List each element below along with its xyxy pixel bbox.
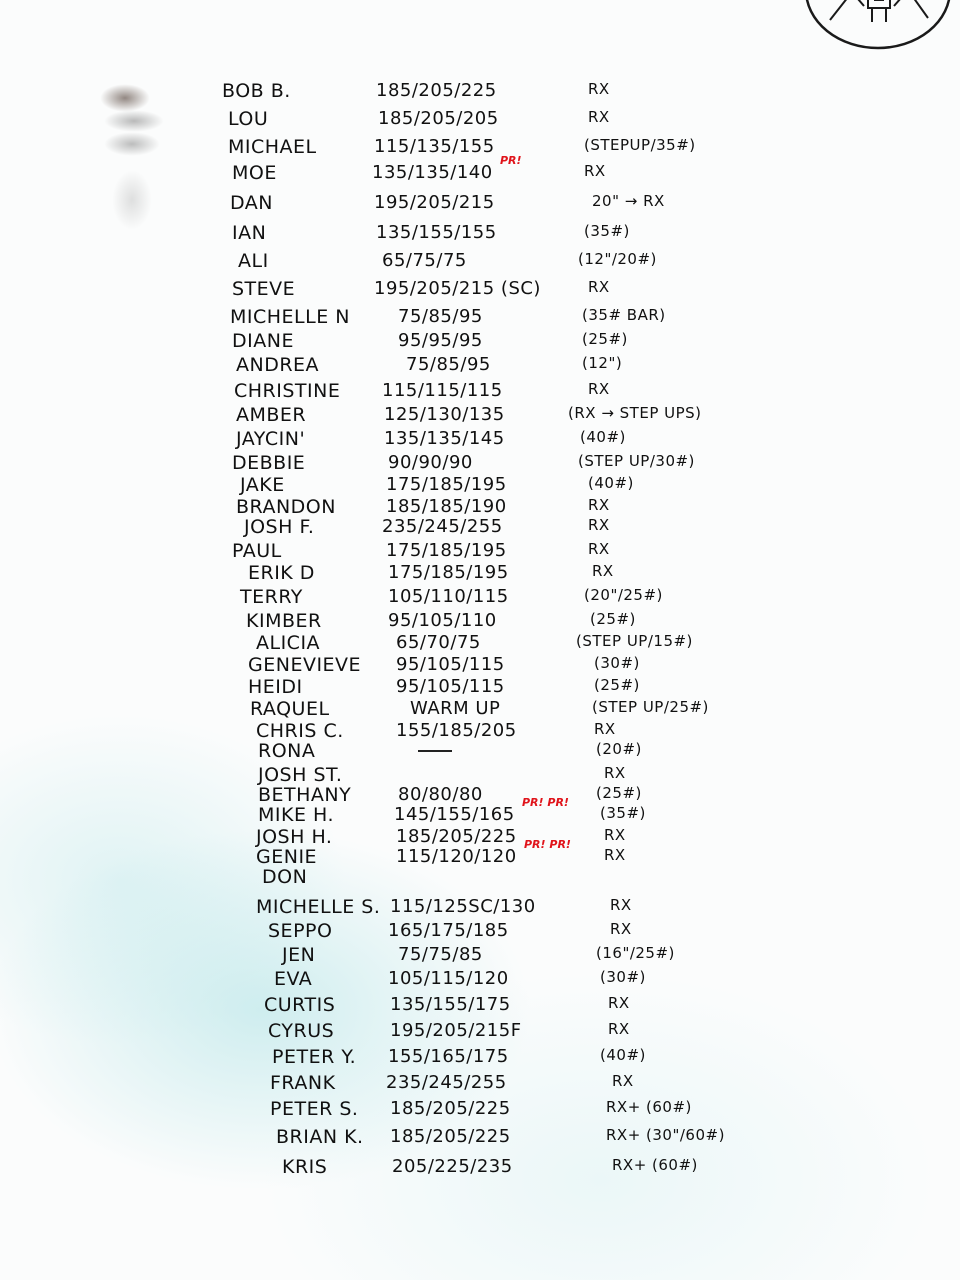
blank-dash bbox=[418, 750, 452, 752]
result-row bbox=[0, 154, 960, 192]
scaling-note: (20"/25#) bbox=[584, 586, 663, 604]
scaling-note: (STEP UP/30#) bbox=[578, 452, 695, 470]
scaling-note: (25#) bbox=[596, 784, 642, 802]
pr-marker: PR! bbox=[500, 154, 522, 167]
scaling-note: 20" → RX bbox=[592, 192, 665, 210]
lift-weights: 80/80/80 bbox=[398, 784, 483, 805]
scaling-note: (30#) bbox=[594, 654, 640, 672]
athlete-name: BRIAN K. bbox=[276, 1126, 364, 1148]
athlete-name: GENEVIEVE bbox=[248, 654, 362, 676]
lift-weights: 95/105/115 bbox=[396, 676, 505, 697]
scaling-note: RX bbox=[594, 720, 616, 738]
scaling-note: RX bbox=[588, 80, 610, 98]
lift-weights: 175/185/195 bbox=[386, 474, 507, 495]
athlete-name: CYRUS bbox=[268, 1020, 335, 1042]
athlete-name: RONA bbox=[258, 740, 316, 762]
athlete-name: JAKE bbox=[240, 474, 285, 496]
pr-marker: PR! PR! bbox=[524, 838, 571, 851]
scaling-note: RX bbox=[612, 1072, 634, 1090]
result-row bbox=[0, 108, 960, 138]
result-row bbox=[0, 866, 960, 896]
athlete-name: LOU bbox=[228, 108, 269, 130]
lift-weights: 195/205/215 (SC) bbox=[374, 278, 541, 299]
lift-weights: 90/90/90 bbox=[388, 452, 473, 473]
result-row bbox=[0, 1098, 960, 1128]
athlete-name: CHRIS C. bbox=[256, 720, 344, 742]
scaling-note: (35#) bbox=[584, 222, 630, 240]
lift-weights: 115/135/155 bbox=[374, 136, 495, 157]
scaling-note: (RX → STEP UPS) bbox=[568, 404, 702, 422]
scaling-note: (40#) bbox=[600, 1046, 646, 1064]
scaling-note: (40#) bbox=[580, 428, 626, 446]
scaling-note: (40#) bbox=[588, 474, 634, 492]
athlete-name: ANDREA bbox=[236, 354, 320, 376]
lift-weights: 235/245/255 bbox=[386, 1072, 507, 1093]
scaling-note: RX bbox=[604, 764, 626, 782]
athlete-name: STEVE bbox=[232, 278, 296, 300]
lift-weights: 205/225/235 bbox=[392, 1156, 513, 1177]
athlete-name: JEN bbox=[282, 944, 316, 966]
scaling-note: RX bbox=[588, 540, 610, 558]
scaling-note: RX bbox=[588, 516, 610, 534]
athlete-name: ERIK D bbox=[248, 562, 315, 584]
scaling-note: (STEP UP/15#) bbox=[576, 632, 693, 650]
result-row bbox=[0, 192, 960, 222]
lift-weights: 115/125SC/130 bbox=[390, 896, 536, 917]
scaling-note: RX bbox=[610, 920, 632, 938]
scaling-note: (STEP UP/25#) bbox=[592, 698, 709, 716]
lift-weights: 235/245/255 bbox=[382, 516, 503, 537]
lift-weights: 185/205/225 bbox=[376, 80, 497, 101]
scaling-note: RX bbox=[608, 1020, 630, 1038]
lift-weights: 185/205/225 bbox=[390, 1126, 511, 1147]
pr-marker: PR! PR! bbox=[522, 796, 569, 809]
lift-weights: 195/205/215F bbox=[390, 1020, 522, 1041]
lift-weights: 145/155/165 bbox=[394, 804, 515, 825]
athlete-name: MIKE H. bbox=[258, 804, 334, 826]
gym-logo-emblem bbox=[790, 0, 960, 50]
scaling-note: (25#) bbox=[594, 676, 640, 694]
scaling-note: (25#) bbox=[590, 610, 636, 628]
scaling-note: RX bbox=[608, 994, 630, 1012]
lift-weights: 185/205/225 bbox=[396, 826, 517, 847]
scaling-note: RX bbox=[592, 562, 614, 580]
lift-weights: 65/75/75 bbox=[382, 250, 467, 271]
lift-weights: 155/165/175 bbox=[388, 1046, 509, 1067]
athlete-name: ALICIA bbox=[256, 632, 321, 654]
lift-weights: 95/105/115 bbox=[396, 654, 505, 675]
athlete-name: JOSH ST. bbox=[258, 764, 343, 786]
scaling-note: RX+ (30"/60#) bbox=[606, 1126, 725, 1144]
scaling-note: RX bbox=[588, 496, 610, 514]
lift-weights: 105/110/115 bbox=[388, 586, 509, 607]
lift-weights: 185/205/205 bbox=[378, 108, 499, 129]
athlete-name: CHRISTINE bbox=[234, 380, 341, 402]
scaling-note: RX+ (60#) bbox=[612, 1156, 698, 1174]
lift-weights: 185/205/225 bbox=[390, 1098, 511, 1119]
athlete-name: DON bbox=[262, 866, 308, 888]
lift-weights: 125/130/135 bbox=[384, 404, 505, 425]
lift-weights: 75/75/85 bbox=[398, 944, 483, 965]
lift-weights: WARM UP bbox=[410, 698, 501, 719]
result-row bbox=[0, 222, 960, 252]
athlete-name: PETER Y. bbox=[272, 1046, 357, 1068]
athlete-name: JOSH F. bbox=[244, 516, 315, 538]
lift-weights: 135/135/140 bbox=[372, 162, 493, 183]
result-row bbox=[0, 1126, 960, 1156]
result-row bbox=[0, 80, 960, 110]
scaling-note: (35# BAR) bbox=[582, 306, 666, 324]
athlete-name: PETER S. bbox=[270, 1098, 359, 1120]
athlete-name: BOB B. bbox=[222, 80, 291, 102]
lift-weights: 115/120/120 bbox=[396, 846, 517, 867]
lift-weights: 195/205/215 bbox=[374, 192, 495, 213]
scaling-note: (25#) bbox=[582, 330, 628, 348]
lift-weights: 115/115/115 bbox=[382, 380, 503, 401]
athlete-name: ALI bbox=[238, 250, 269, 272]
athlete-name: MOE bbox=[232, 162, 277, 184]
result-row bbox=[0, 278, 960, 308]
lift-weights: 185/185/190 bbox=[386, 496, 507, 517]
scaling-note: (STEPUP/35#) bbox=[584, 136, 696, 154]
result-row bbox=[0, 250, 960, 280]
athlete-name: MICHAEL bbox=[228, 136, 317, 158]
scaling-note: RX bbox=[588, 380, 610, 398]
athlete-name: DAN bbox=[230, 192, 274, 214]
scaling-note: (35#) bbox=[600, 804, 646, 822]
lift-weights: 135/155/175 bbox=[390, 994, 511, 1015]
athlete-name: IAN bbox=[232, 222, 267, 244]
athlete-name: DEBBIE bbox=[232, 452, 306, 474]
athlete-name: SEPPO bbox=[268, 920, 333, 942]
scaling-note: RX bbox=[604, 826, 626, 844]
scaling-note: (12"/20#) bbox=[578, 250, 657, 268]
athlete-name: RAQUEL bbox=[250, 698, 330, 720]
lift-weights: 105/115/120 bbox=[388, 968, 509, 989]
scaling-note: RX bbox=[584, 162, 606, 180]
scaling-note: RX bbox=[610, 896, 632, 914]
athlete-name: GENIE bbox=[256, 846, 318, 868]
scaling-note: (20#) bbox=[596, 740, 642, 758]
athlete-name: HEIDI bbox=[248, 676, 303, 698]
scaling-note: (30#) bbox=[600, 968, 646, 986]
lift-weights: 75/85/95 bbox=[406, 354, 491, 375]
athlete-name: BETHANY bbox=[258, 784, 352, 806]
athlete-name: KIMBER bbox=[246, 610, 322, 632]
athlete-name: DIANE bbox=[232, 330, 294, 352]
lift-weights: 95/95/95 bbox=[398, 330, 483, 351]
scaling-note: (12") bbox=[582, 354, 623, 372]
scaling-note: RX+ (60#) bbox=[606, 1098, 692, 1116]
lift-weights: 175/185/195 bbox=[386, 540, 507, 561]
scaling-note: (16"/25#) bbox=[596, 944, 675, 962]
lift-weights: 95/105/110 bbox=[388, 610, 497, 631]
lift-weights: 65/70/75 bbox=[396, 632, 481, 653]
athlete-name: BRANDON bbox=[236, 496, 336, 518]
athlete-name: JAYCIN' bbox=[236, 428, 306, 450]
athlete-name: FRANK bbox=[270, 1072, 336, 1094]
lift-weights: 155/185/205 bbox=[396, 720, 517, 741]
result-row bbox=[0, 1156, 960, 1186]
athlete-name: CURTIS bbox=[264, 994, 336, 1016]
lift-weights: 165/175/185 bbox=[388, 920, 509, 941]
athlete-name: EVA bbox=[274, 968, 313, 990]
athlete-name: PAUL bbox=[232, 540, 282, 562]
lift-weights: 135/135/145 bbox=[384, 428, 505, 449]
athlete-name: TERRY bbox=[240, 586, 303, 608]
lift-weights: 75/85/95 bbox=[398, 306, 483, 327]
lift-weights: 135/155/155 bbox=[376, 222, 497, 243]
athlete-name: MICHELLE N bbox=[230, 306, 350, 328]
athlete-name: KRIS bbox=[282, 1156, 328, 1178]
scaling-note: RX bbox=[604, 846, 626, 864]
scaling-note: RX bbox=[588, 278, 610, 296]
athlete-name: MICHELLE S. bbox=[256, 896, 381, 918]
athlete-name: JOSH H. bbox=[256, 826, 333, 848]
athlete-name: AMBER bbox=[236, 404, 307, 426]
lift-weights: 175/185/195 bbox=[388, 562, 509, 583]
scaling-note: RX bbox=[588, 108, 610, 126]
